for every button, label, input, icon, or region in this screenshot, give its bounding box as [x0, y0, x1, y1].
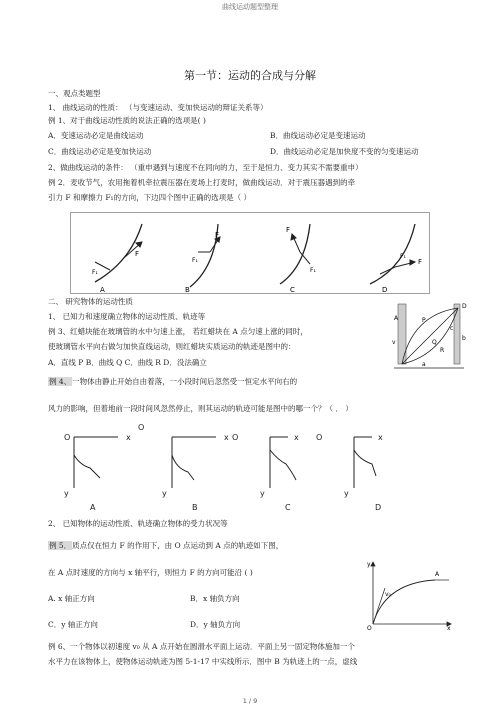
- section-title: 第一节：运动的合成与分解: [184, 69, 316, 82]
- line-text: 风力的影响，但着地前一段时间风忽然停止，则其运动的轨迹可能是图中的哪一个？（ ． ）: [48, 404, 353, 413]
- line-text: 例 6、一个物体以初速度 v₀ 从 A 点开始在圆滑水平面上运动．平面上另一固定物体施加一个: [48, 642, 355, 651]
- svg-text:x: x: [126, 433, 131, 442]
- line-text: B．曲线运动必定是变速运动: [270, 131, 366, 140]
- text-line-ex5a: [48, 594, 95, 603]
- fig4-label-b: B: [192, 503, 198, 512]
- text-line-ex4b: [48, 404, 353, 413]
- svg-text:b: b: [462, 335, 466, 342]
- text-line-ex3c: [48, 358, 207, 367]
- text-line-q2: [48, 163, 363, 172]
- text-line-ex5b: [48, 568, 253, 577]
- svg-text:x: x: [447, 625, 451, 630]
- line-text: C．y 轴正方向: [48, 620, 98, 629]
- text-line-ex4: [48, 377, 297, 386]
- svg-text:v₀: v₀: [385, 591, 391, 598]
- text-line-ex3b: [48, 342, 296, 351]
- text-line-ex5d: [190, 620, 240, 629]
- line-text: 例 1、对于曲线运动性质的说法正确的选项是( ): [48, 116, 206, 125]
- line-text: 使玻璃管水平向右做匀加快直线运动，则红蜡块实质运动的轨迹是图中的：: [48, 342, 296, 351]
- line-text: 2、 已知物体的运动性质、轨迹确立物体的受力状况等: [48, 519, 228, 528]
- svg-text:O: O: [316, 433, 323, 442]
- svg-text:y: y: [260, 489, 265, 498]
- figure-example5: [365, 558, 455, 630]
- line-text: 1、 曲线运动的性质： （与变速运动、变加快运动的辩证关系等）: [48, 103, 268, 112]
- line-text: 例 2．麦收节气，农用拖着机牵拉震压器在麦场上打麦时，做曲线运动．对于震压器遇到的牵: [48, 178, 356, 187]
- text-line-ex5c: [48, 620, 98, 629]
- svg-text:O: O: [64, 433, 71, 442]
- text-line-sec2: [48, 297, 133, 306]
- line-text: 1、 已知力和速度确立物体的运动性质、轨迹等: [48, 312, 206, 321]
- highlight-label: 例 5．: [49, 541, 72, 550]
- text-line-ex5: [48, 541, 283, 550]
- fig2-label-c: C: [290, 286, 295, 294]
- page-number: 1 / 9: [242, 697, 258, 705]
- line-text: B．x 轴负方向: [190, 594, 240, 603]
- line-text: 2、做曲线运动的条件： （重申遇到与速度不在同向的力，至于是恒力、变力其实不需要重申）: [48, 163, 363, 172]
- text-line-ex1b: [270, 131, 366, 140]
- svg-text:O: O: [138, 423, 145, 432]
- fig2-force-d: F: [418, 258, 423, 266]
- figure-example2: [70, 212, 430, 294]
- fig2-force-c: F: [286, 226, 291, 234]
- svg-text:y: y: [344, 489, 349, 498]
- svg-text:O: O: [367, 625, 372, 630]
- fig4-label-a: A: [90, 503, 96, 512]
- page-header: 曲线运动题型整理: [222, 3, 278, 11]
- text-line-ex1c: [48, 147, 151, 156]
- highlight-label: 例 4、: [49, 377, 72, 386]
- line-text: A. x 轴正方向: [48, 594, 95, 603]
- svg-text:x: x: [378, 433, 383, 442]
- line-text: A．直线 P B．曲线 Q C．曲线 R D．没法确立: [48, 358, 207, 367]
- text-line-q1: [48, 103, 268, 112]
- line-text: 一、观点类题型: [48, 89, 101, 98]
- line-text: A．变速运动必定是曲线运动: [48, 131, 144, 140]
- line-text: 质点仅在恒力 F 的作用下，由 O 点运动到 A 点的轨迹如下图，: [72, 541, 284, 550]
- line-text: C．曲线运动必定是变加快运动: [48, 147, 152, 156]
- svg-text:R: R: [440, 347, 445, 354]
- svg-text:y: y: [64, 489, 69, 498]
- fig2-friction-a: F₁: [92, 269, 98, 276]
- text-line-ex1d: [270, 147, 419, 156]
- svg-text:y: y: [162, 489, 167, 498]
- svg-text:D: D: [462, 303, 467, 310]
- fig2-force-b: F: [215, 231, 220, 239]
- svg-text:O: O: [232, 433, 239, 442]
- text-line-ex6: [48, 642, 355, 651]
- fig4-label-c: C: [285, 503, 291, 512]
- fig4-label-d: D: [375, 503, 382, 512]
- line-text: 水平力在该物体上，使物体运动轨迹为图 5-1-17 中实线所示．图中 B 为轨迹上的一点，虚线: [48, 657, 358, 666]
- text-line-ex3: [48, 327, 308, 336]
- fig2-label-d: D: [382, 286, 388, 294]
- svg-text:Q: Q: [432, 339, 437, 346]
- svg-text:A: A: [435, 571, 440, 578]
- text-line-ex6b: [48, 657, 357, 666]
- svg-text:v: v: [392, 339, 396, 346]
- text-line-ex1: [48, 116, 206, 125]
- svg-text:A: A: [394, 315, 399, 322]
- text-line-sec1: [48, 89, 101, 98]
- fig2-friction-b: F₁: [192, 257, 198, 264]
- fig2-label-b: B: [185, 286, 190, 294]
- figure-example4: [60, 420, 400, 516]
- fig2-force-a: F: [135, 250, 140, 258]
- text-line-ex1a: [48, 131, 143, 140]
- line-text: 二、 研究物体的运动性质: [48, 297, 133, 306]
- line-text: D．y 轴负方向: [190, 620, 241, 629]
- text-line-ex5bb: [190, 594, 240, 603]
- fig2-friction-c: F₁: [310, 267, 316, 274]
- text-line-q2_1: [48, 312, 205, 321]
- svg-text:x: x: [294, 433, 299, 442]
- line-text: 引力 F 和摩擦力 F₁的方向，下边四个图中正确的选项是（ ）: [48, 193, 251, 202]
- figure-example3: [392, 300, 472, 372]
- text-line-ex2: [48, 178, 355, 187]
- svg-text:P: P: [422, 317, 426, 324]
- svg-text:c: c: [450, 325, 454, 332]
- fig2-label-a: A: [100, 286, 105, 294]
- line-text: 例 3、红蜡块能在玻璃管的水中匀速上涨， 若红蜡块在 A 点匀速上涨的同时，: [48, 327, 308, 336]
- line-text: 一物体由静止开始自由着落，一小段时间后忽然受一恒定水平向右的: [72, 377, 298, 386]
- svg-text:y: y: [367, 561, 371, 568]
- svg-text:x: x: [224, 433, 229, 442]
- text-line-ex2b: [48, 193, 251, 202]
- text-line-q2_2: [48, 519, 228, 528]
- fig2-friction-d: F₁: [400, 253, 406, 260]
- line-text: 在 A 点时速度的方向与 x 轴平行，则恒力 F 的方向可能沿 ( ): [48, 568, 253, 577]
- line-text: D．曲线运动必定是加快度不变的匀变速运动: [270, 147, 419, 156]
- svg-text:a: a: [422, 361, 426, 368]
